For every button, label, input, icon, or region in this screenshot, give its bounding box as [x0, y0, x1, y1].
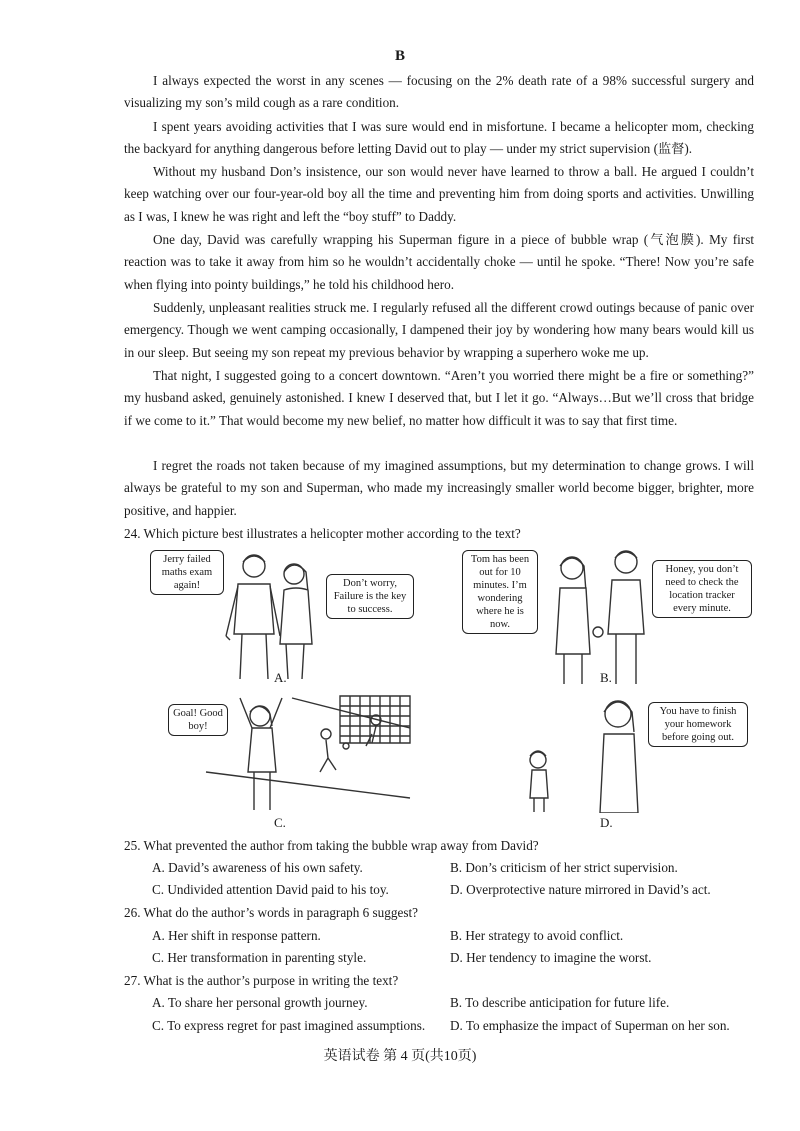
paragraph-2: I spent years avoiding activities that I was sure would end in misfortune. I became a helicopter mom, checking the backyard for anything dangerous before letting David out to play — under my strict supervision (监督). [124, 119, 754, 157]
question-27-stem: 27. What is the author’s purpose in writing the text? [124, 973, 399, 988]
paragraph-7: I regret the roads not taken because of my imagined assumptions, but my determination to change grows. I will always be grateful to my son and Superman, who made my increasingly smaller world become bigger, brighter, more positive, and happier. [124, 458, 754, 518]
question-27-option-a: A. To share her personal growth journey. [152, 995, 368, 1010]
picture-c [160, 688, 420, 813]
question-24-stem: 24. Which picture best illustrates a helicopter mother according to the text? [124, 526, 521, 541]
picture-c-label: C. [274, 815, 286, 830]
picture-a [148, 544, 418, 684]
picture-b-label: B. [600, 670, 612, 685]
paragraph-6: That night, I suggested going to a concert downtown. “Aren’t you worried there might be a fire or something?” my husband asked, genuinely astonished. I knew I deserved that, but I let it go. “Always…But we’ll cross that bridge if we come to it.” That would become my new belief, no matter how difficult it was to say that first time. [124, 368, 754, 428]
question-27-option-c: C. To express regret for past imagined assumptions. [152, 1018, 426, 1033]
question-25-option-b: B. Don’s criticism of her strict supervision. [450, 860, 678, 875]
question-25-option-d: D. Overprotective nature mirrored in David’s act. [450, 882, 711, 897]
question-25-option-c: C. Undivided attention David paid to his toy. [152, 882, 389, 897]
page-footer: 英语试卷 第 4 页(共10页) [323, 1049, 477, 1064]
question-27-option-d: D. To emphasize the impact of Superman on her son. [450, 1018, 730, 1033]
paragraph-4: One day, David was carefully wrapping his Superman figure in a piece of bubble wrap (气泡膜). My first reaction was to take it away from him so he wouldn’t accidentally choke — until he spoke. “There! Now you’re safe when flying into pointy buildings,” he told his childhood hero. [124, 232, 754, 292]
question-25-option-a: A. David’s awareness of his own safety. [152, 860, 363, 875]
paragraph-1: I always expected the worst in any scenes — focusing on the 2% death rate of a 98% successful surgery and visualizing my son’s mild cough as a rare condition. [124, 73, 754, 111]
paragraph-5: Suddenly, unpleasant realities struck me. I regularly refused all the different crowd outings because of panic over emergency. Though we went camping occasionally, I dampened their joy by wondering how many bears would kill us in our sleep. But seeing my son repeat my previous behavior by wrapping a superhero woke me up. [124, 300, 754, 360]
question-26-stem: 26. What do the author’s words in paragraph 6 suggest? [124, 905, 418, 920]
paragraph-3: Without my husband Don’s insistence, our son would never have learned to throw a ball. He argued I couldn’t keep watching over our four-year-old boy all the time and preventing him from doing sports and activities. Unwilling as I was, I knew he was right and left the “boy stuff” to Daddy. [124, 164, 754, 224]
picture-a-bubble-mother: Don’t worry, Failure is the key to success. [326, 574, 414, 619]
picture-d-bubble-mother: You have to finish your homework before going out. [648, 702, 748, 747]
section-title: B [394, 48, 405, 64]
picture-c-bubble-mother: Goal! Good boy! [168, 704, 228, 736]
picture-a-bubble-father: Jerry failed maths exam again! [150, 550, 224, 595]
question-26-option-c: C. Her transformation in parenting style. [152, 950, 367, 965]
picture-b [460, 544, 760, 684]
question-26-option-b: B. Her strategy to avoid conflict. [450, 928, 624, 943]
picture-b-bubble-father: Honey, you don’t need to check the location tracker every minute. [652, 560, 752, 618]
picture-a-label: A. [274, 670, 287, 685]
question-26-option-d: D. Her tendency to imagine the worst. [450, 950, 652, 965]
question-26-option-a: A. Her shift in response pattern. [152, 928, 321, 943]
picture-d [510, 688, 760, 813]
picture-b-bubble-mother: Tom has been out for 10 minutes. I’m wondering where he is now. [462, 550, 538, 634]
picture-d-label: D. [600, 815, 613, 830]
question-27-option-b: B. To describe anticipation for future life. [450, 995, 670, 1010]
question-25-stem: 25. What prevented the author from taking the bubble wrap away from David? [124, 838, 539, 853]
